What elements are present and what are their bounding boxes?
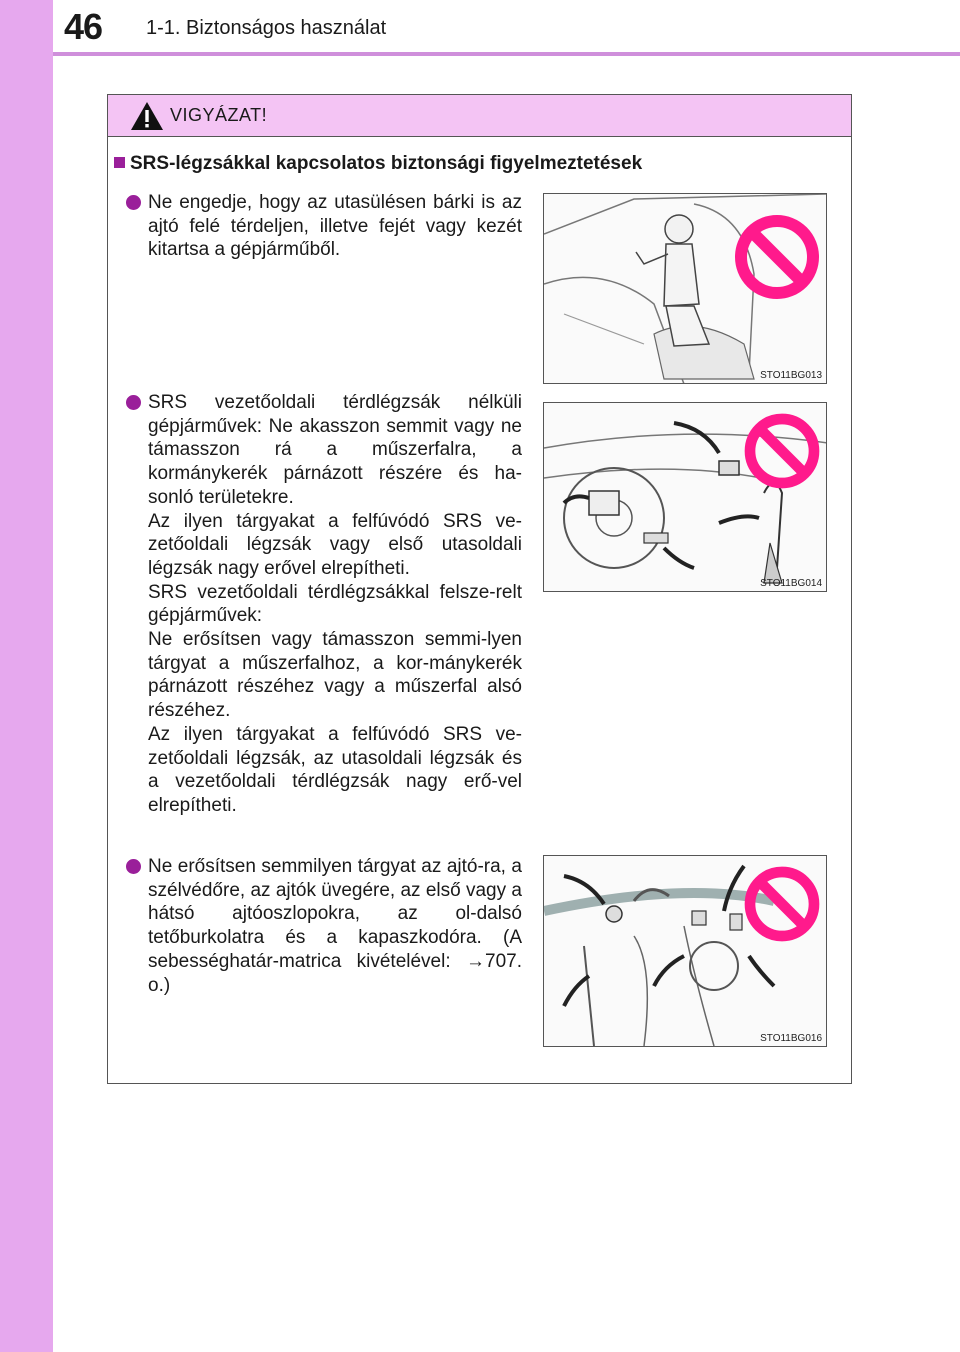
caution-header xyxy=(108,95,851,137)
section-title-text: SRS-légzsákkal kapcsolatos biztonsági figyelmeztetések xyxy=(130,153,643,174)
illustration-kneeling-passenger xyxy=(543,193,827,384)
bullet-icon xyxy=(126,395,141,410)
prohibition-icon xyxy=(732,212,822,302)
illustration-interior-objects xyxy=(543,855,827,1047)
caution-item-1 xyxy=(126,191,522,262)
warning-triangle-icon xyxy=(130,101,164,131)
caution-label: VIGYÁZAT! xyxy=(170,105,268,125)
prohibition-icon xyxy=(742,411,822,491)
section-title xyxy=(114,153,642,175)
bullet-icon xyxy=(126,859,141,874)
item-text: Ne engedje, hogy az utasülésen bárki is az ajtó felé térdeljen, illetve fejét vagy kezét kitartsa a gépjárműből. xyxy=(148,192,522,261)
caution-item-3 xyxy=(126,855,522,997)
page-number: 46 xyxy=(64,6,103,47)
caution-item-2 xyxy=(126,391,522,818)
prohibition-icon xyxy=(742,864,822,944)
figure-code: STO11BG016 xyxy=(760,1033,822,1044)
header-divider xyxy=(53,52,960,56)
square-bullet-icon xyxy=(114,157,125,168)
bullet-icon xyxy=(126,195,141,210)
side-tab-strip xyxy=(0,0,53,1352)
chapter-title: 1-1. Biztonságos használat xyxy=(146,17,387,39)
item-text: Ne erősítsen semmilyen tárgyat az ajtó-ra, a szélvédőre, az ajtók üvegére, az első vagy a hátsó ajtóoszlopokra, az ol-dalsó tetőburkolatra és a kapaszkodóra. (A sebességhatár-matrica kivételével: →707. o.) xyxy=(148,856,522,996)
figure-code: STO11BG013 xyxy=(760,370,822,381)
caution-box xyxy=(107,94,852,1084)
illustration-dashboard-objects xyxy=(543,402,827,592)
figure-code: STO11BG014 xyxy=(760,578,822,589)
item-text: SRS vezetőoldali térdlégzsák nélküli gépjárművek: Ne akasszon semmit vagy ne támasszon rá a műszerfalra, a kormánykerék párnázott részére és ha-sonló területekre. Az ilyen tárgyakat a felfúvódó SRS ve-zetőoldali légzsák vagy első utasoldali légzsák nagy erővel elrepítheti. SRS vezetőoldali térdlégzsákkal felsze-relt gépjárművek: Ne erősítsen vagy támasszon semmi-lyen tárgyat a műszerfalhoz, a kor-mánykerék párnázott részéhez vagy a műszerfal alsó részéhez. Az ilyen tárgyakat a felfúvódó SRS ve-zetőoldali légzsák, az utasoldali légzsák és a vezetőoldali térdlégzsák nagy erő-vel elrepítheti. xyxy=(148,392,522,816)
